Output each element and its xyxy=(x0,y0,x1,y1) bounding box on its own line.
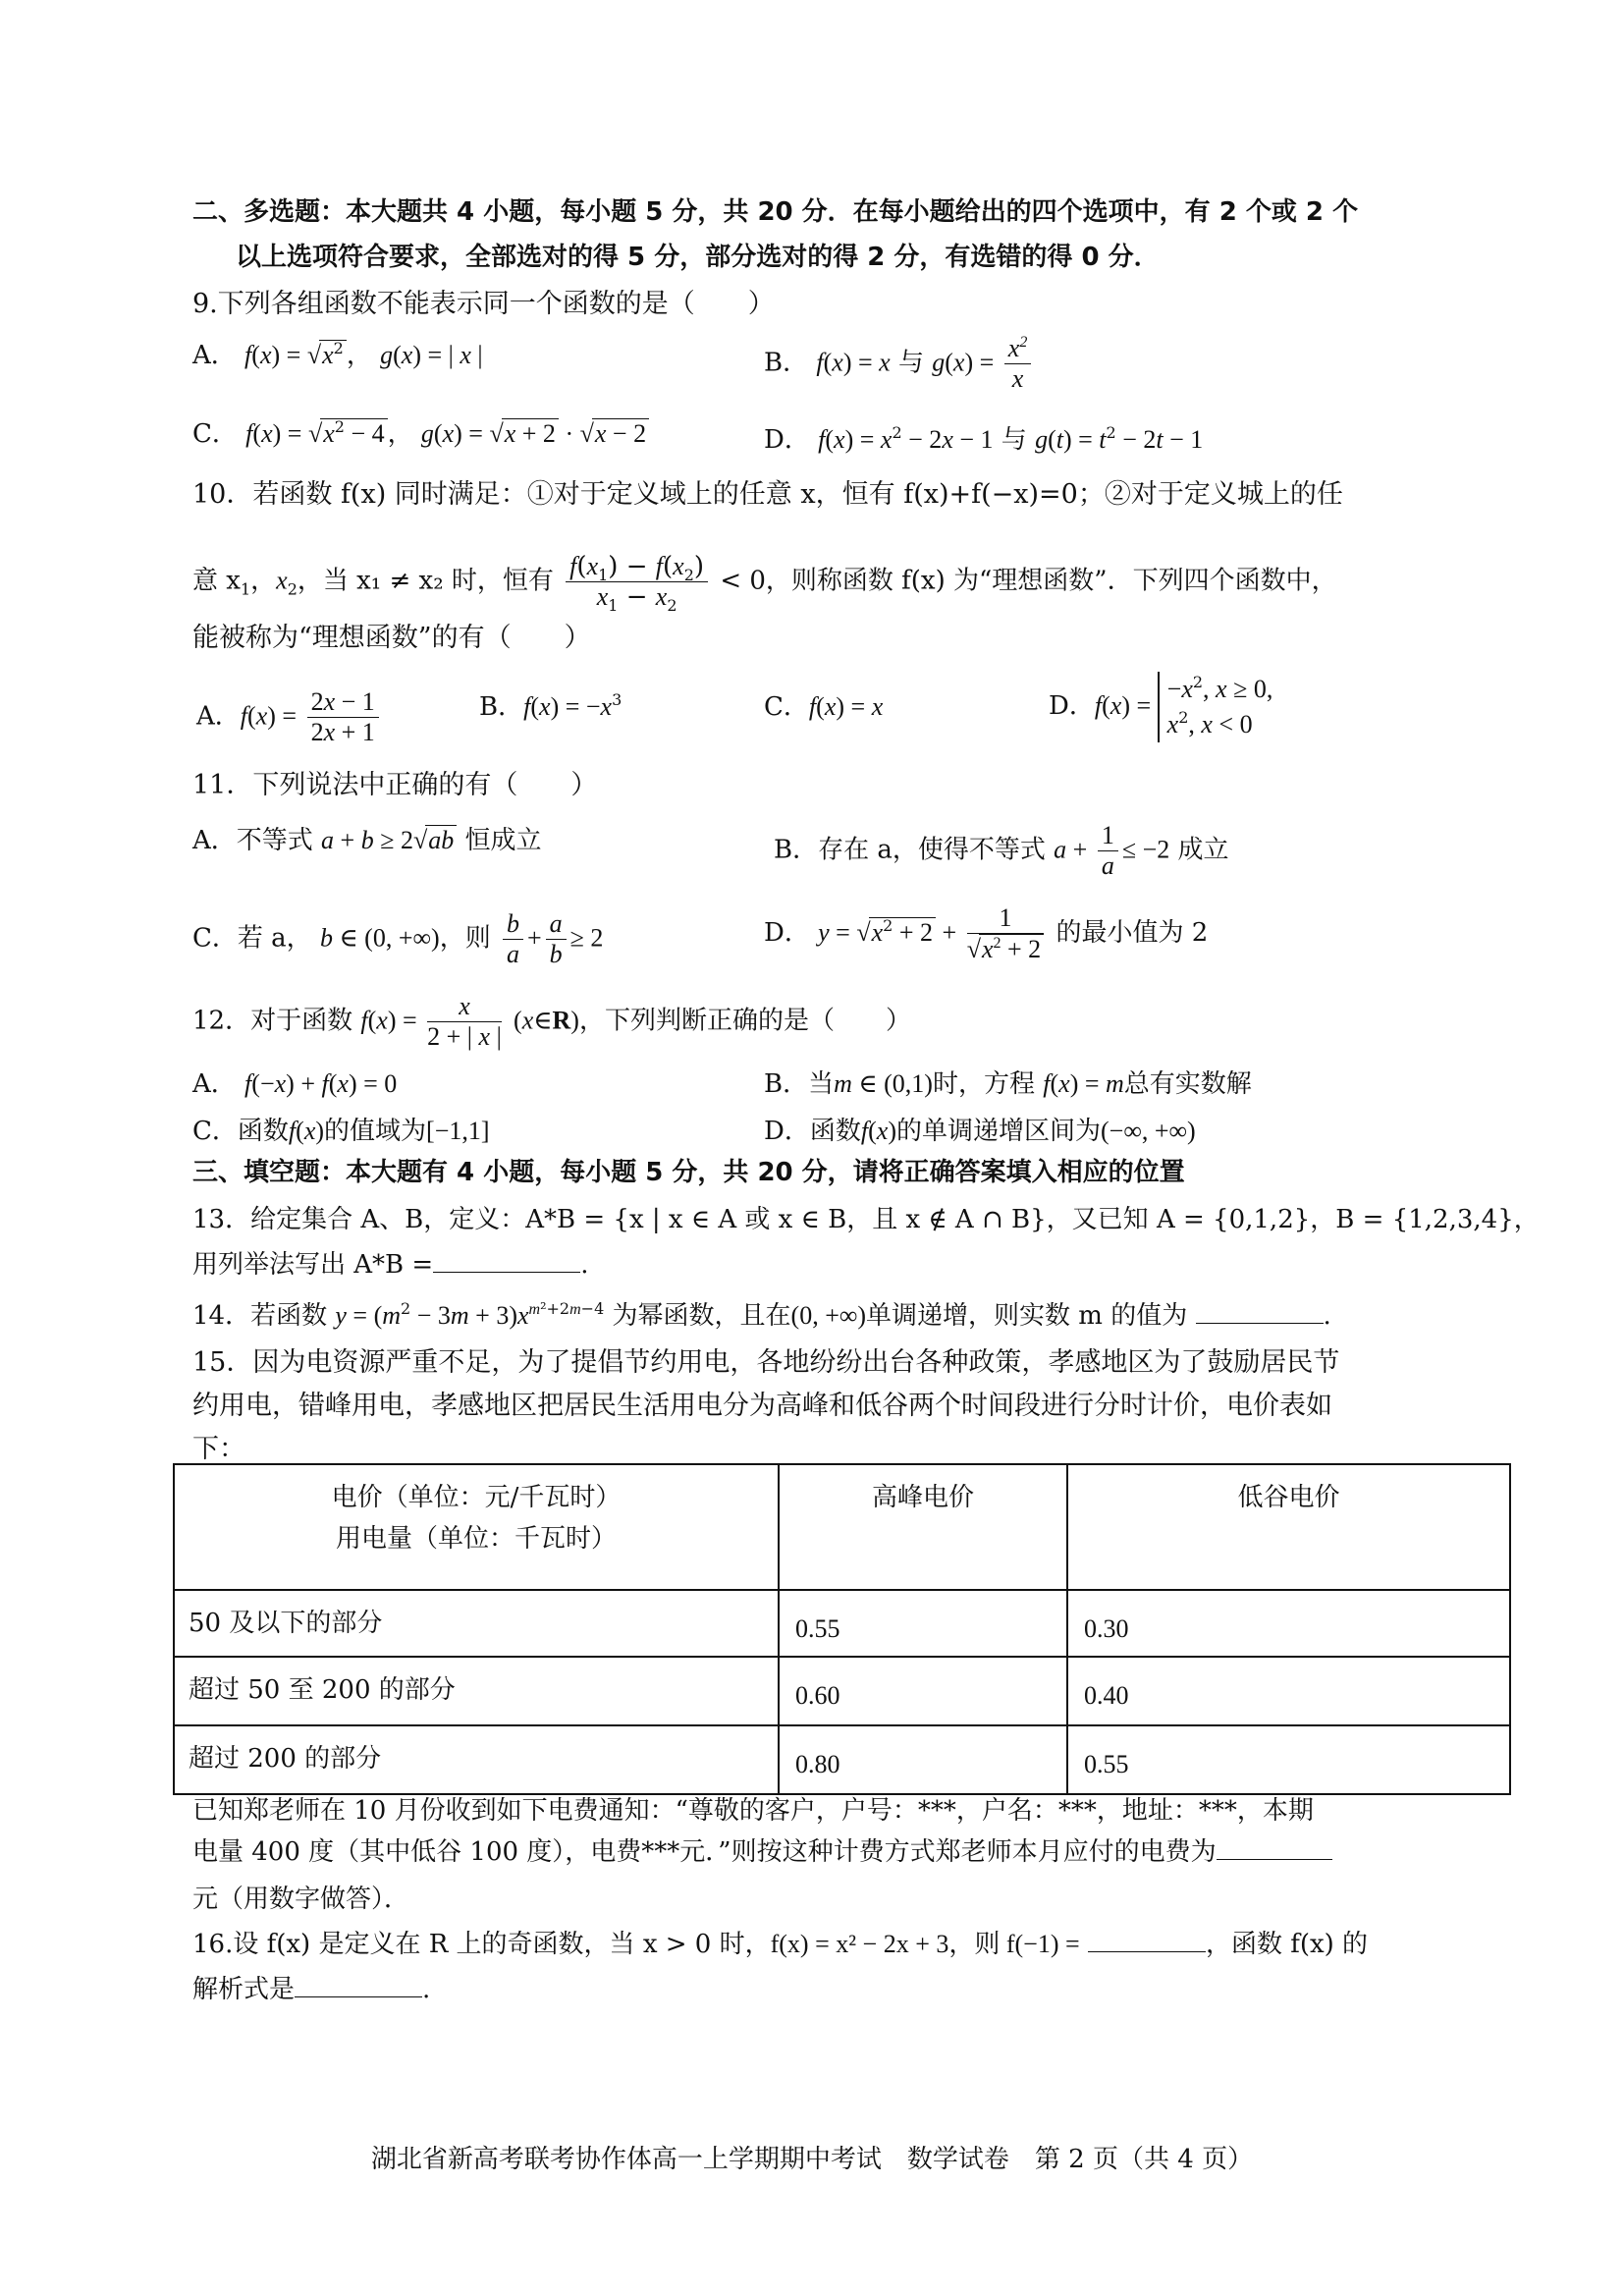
section2-title: 二、多选题：本大题共 4 小题，每小题 5 分，共 20 分．在每小题给出的四个选项中，有 2 个或 2 个 xyxy=(192,197,1359,227)
table-header-row xyxy=(174,1464,1510,1590)
q11-stem: 11．下列说法中正确的有（ ） xyxy=(192,770,598,800)
q15-para-line2: 约用电，错峰用电，孝感地区把居民生活用电分为高峰和低谷两个时间段进行分时计价，电价表如 xyxy=(192,1391,1332,1421)
q10-stem-line3: 能被称为“理想函数”的有（ ） xyxy=(192,623,591,653)
q16-stem-line1: 16.设 f(x) 是定义在 R 上的奇函数，当 x > 0 时，f(x) = x² − 2x + 3，则 f(−1) = ，函数 f(x) 的 xyxy=(192,1930,1369,1959)
q16-answer-blank-2[interactable] xyxy=(295,1996,422,1997)
q10-option-c: C．f(x) = x xyxy=(764,692,884,722)
row-label: 超过 50 至 200 的部分 xyxy=(174,1657,779,1725)
section2-title-cont: 以上选项符合要求，全部选对的得 5 分，部分选对的得 2 分，有选错的得 0 分． xyxy=(236,243,1160,272)
q12-option-d: D．函数f(x)的单调递增区间为(−∞, +∞) xyxy=(764,1117,1196,1146)
row-valley-price: 0.30 xyxy=(1067,1590,1510,1657)
q13-stem-line1: 13．给定集合 A、B，定义：A*B = {x | x ∈ A 或 x ∈ B，且 x ∉ A ∩ B}，又已知 A = {0,1,2}，B = {1,2,3,4}， xyxy=(192,1205,1540,1234)
q11-option-c: C．若 a， b ∈ (0, +∞)，则 $\frac{b}{a}$ + $\frac{a}{b}$ ≥ 2 xyxy=(192,909,604,968)
q12-option-a: A． f(−x) + f(x) = 0 xyxy=(192,1069,398,1099)
q12-option-c: C．函数f(x)的值域为[−1,1] xyxy=(192,1117,490,1146)
q10-option-a: A．f(x) = $\frac{2x - 1}{2x + 1}$ xyxy=(196,687,383,747)
q9-option-d: D． $f(x) = x^2 - 2x - 1$ 与 $g(t) = t^2 - 2t - 1$ xyxy=(764,423,1204,455)
q9-stem: 9.下列各组函数不能表示同一个函数的是（ ） xyxy=(192,289,775,319)
q10-option-d: D．f(x) = $-x^2$, x ≥ 0, $x^2$, x < 0 xyxy=(1049,672,1272,742)
q9-option-c: C． $f(x) = √x^2 - 4$ ， g(x) = √x + 2 · √x − 2 xyxy=(192,414,649,454)
row-valley-price: 0.40 xyxy=(1067,1657,1510,1725)
q9-option-a: A． $f(x) = √x^2$ ， g(x) = | x | xyxy=(192,339,483,370)
q14-stem: 14．若函数 $y = (m^2 - 3m + 3)x^{m^2+2m-4}$ 为幂函数，且在(0, +∞)单调递增，则实数 m 的值为 . xyxy=(192,1299,1331,1331)
table-row xyxy=(174,1590,1510,1657)
row-peak-price: 0.80 xyxy=(779,1725,1067,1794)
electricity-price-table xyxy=(173,1463,1511,1795)
table-row xyxy=(174,1657,1510,1725)
q12-option-b: B．当m ∈ (0,1)时，方程 f(x) = m总有实数解 xyxy=(764,1069,1252,1099)
row-label: 50 及以下的部分 xyxy=(174,1590,779,1657)
q13-answer-blank[interactable] xyxy=(433,1272,580,1273)
q16-stem-line2: 解析式是 . xyxy=(192,1975,431,2004)
table-header-units: 电价（单位：元/千瓦时） 用电量（单位：千瓦时） xyxy=(174,1464,779,1590)
q15-para-line3: 下： xyxy=(192,1434,245,1464)
q11-option-b: B．存在 a，使得不等式 a + $\frac{1}{a}$ ≤ −2 成立 xyxy=(774,821,1229,880)
section3-title: 三、填空题：本大题有 4 小题，每小题 5 分，共 20 分，请将正确答案填入相应的位置 xyxy=(192,1158,1185,1187)
q9-option-b: B． f(x) = x 与 g(x) = $\frac{x^2}{x}$ xyxy=(764,334,1035,394)
q15-notice-line3: 元（用数字做答）． xyxy=(192,1885,410,1914)
q12-stem: 12．对于函数 f(x) = $\frac{x}{2 + | x |}$ (x∈R)，下列判断正确的是（ ） xyxy=(192,992,911,1051)
q11-option-d: D． $y = √x^2 + 2$ + $\frac{1}{√x^2 + 2}$ 的最小值为 2 xyxy=(764,903,1209,963)
table-header-peak: 高峰电价 xyxy=(779,1464,1067,1590)
row-valley-price: 0.55 xyxy=(1067,1725,1510,1794)
q16-answer-blank-1[interactable] xyxy=(1088,1951,1206,1952)
q10-stem-line1: 10．若函数 f(x) 同时满足：①对于定义域上的任意 x，恒有 f(x)+f(−x)=0；②对于定义城上的任 xyxy=(192,479,1343,510)
row-label: 超过 200 的部分 xyxy=(174,1725,779,1794)
q15-answer-blank[interactable] xyxy=(1217,1859,1332,1860)
table-header-valley: 低谷电价 xyxy=(1067,1464,1510,1590)
q15-para-line1: 15．因为电资源严重不足，为了提倡节约用电，各地纷纷出台各种政策，孝感地区为了鼓励居民节 xyxy=(192,1347,1340,1378)
q14-answer-blank[interactable] xyxy=(1196,1323,1324,1324)
q10-option-b: B．$f(x) = -x^3$ xyxy=(479,690,623,722)
row-peak-price: 0.55 xyxy=(779,1590,1067,1657)
q11-option-a: A．不等式 a + b ≥ 2√ab 恒成立 xyxy=(192,826,542,855)
page-footer: 湖北省新高考联考协作体高一上学期期中考试 数学试卷 第 2 页（共 4 页） xyxy=(370,2145,1254,2174)
table-row xyxy=(174,1725,1510,1794)
row-peak-price: 0.60 xyxy=(779,1657,1067,1725)
q15-notice-line1: 已知郑老师在 10 月份收到如下电费通知：“尊敬的客户，户号：***，户名：***，地址：***，本期 xyxy=(192,1796,1314,1826)
q10-stem-line2: 意 $x_1$，$x_2$，当 x₁ ≠ x₂ 时，恒有 $\frac{f(x_1) - f(x_2)}{x_1 - x_2}$ < 0，则称函数 f(x) 为“理想函数”．下列四个函数中， xyxy=(192,552,1337,616)
q13-stem-line2: 用列举法写出 A*B = . xyxy=(192,1250,589,1280)
q15-notice-line2: 电量 400 度（其中低谷 100 度），电费***元．”则按这种计费方式郑老师本月应付的电费为 xyxy=(192,1832,1332,1872)
